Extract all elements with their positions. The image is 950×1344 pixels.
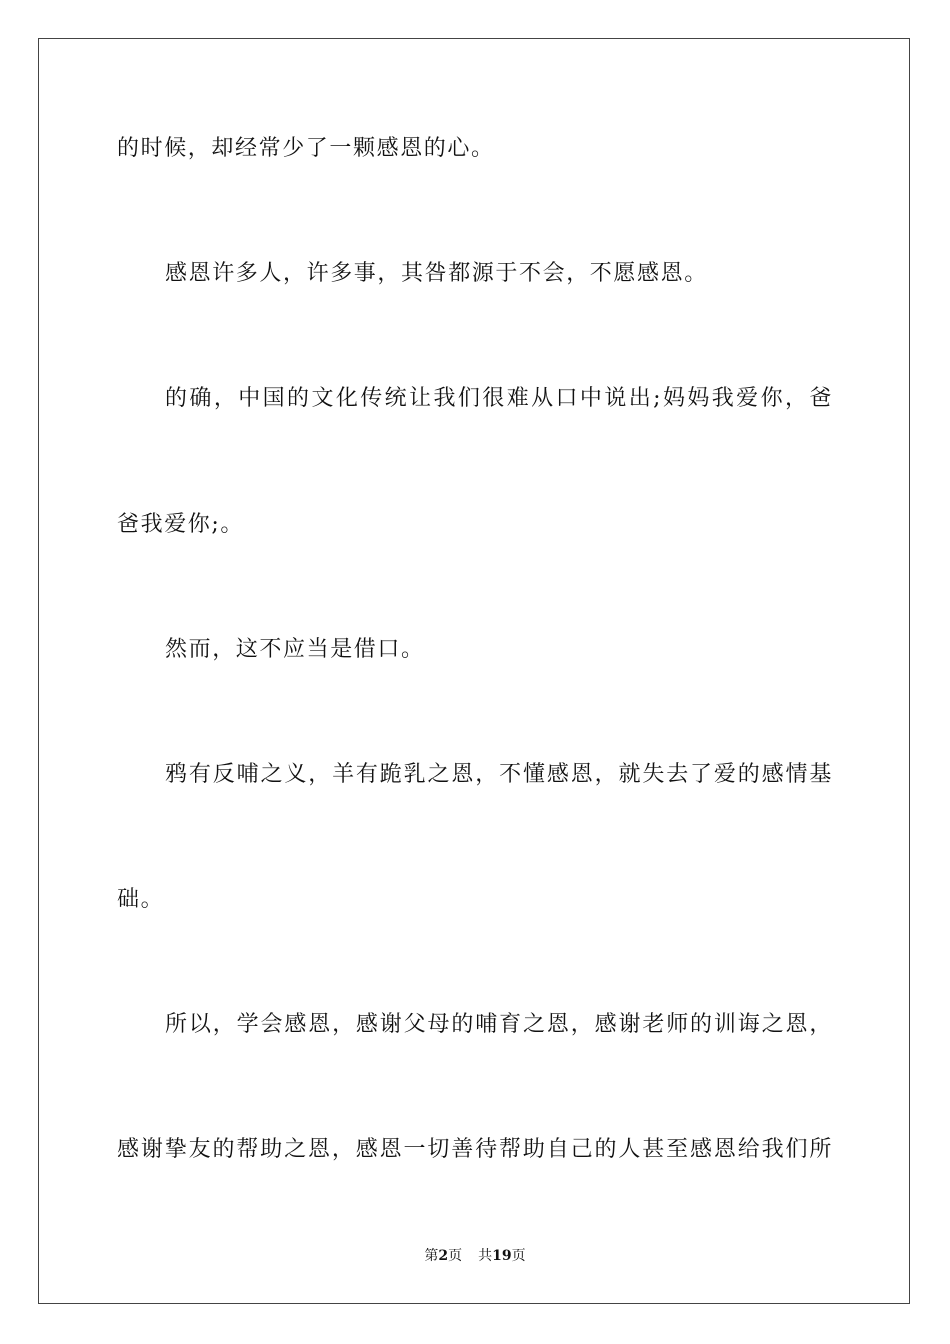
total-prefix: 共 xyxy=(478,1248,493,1264)
text-line-6: 鸦有反哺之义，羊有跪乳之恩，不懂感恩，就失去了爱的感情基 xyxy=(165,762,833,787)
page-border xyxy=(38,38,910,1304)
text-line-2: 感恩许多人，许多事，其咎都源于不会，不愿感恩。 xyxy=(165,261,708,286)
text-line-4: 爸我爱你;。 xyxy=(117,512,245,537)
page-suffix: 页 xyxy=(448,1248,463,1264)
page-footer xyxy=(0,1246,950,1266)
total-suffix: 页 xyxy=(511,1248,526,1264)
page-number: 2 xyxy=(438,1248,449,1264)
text-line-5: 然而，这不应当是借口。 xyxy=(165,637,425,662)
text-line-8: 所以，学会感恩，感谢父母的哺育之恩，感谢老师的训诲之恩， xyxy=(165,1012,833,1037)
page-prefix: 第 xyxy=(424,1248,439,1264)
text-line-7: 础。 xyxy=(117,887,165,912)
text-line-3: 的确，中国的文化传统让我们很难从口中说出;妈妈我爱你，爸 xyxy=(165,386,833,411)
text-line-1: 的时候，却经常少了一颗感恩的心。 xyxy=(117,136,495,161)
text-line-9: 感谢挚友的帮助之恩，感恩一切善待帮助自己的人甚至感恩给我们所 xyxy=(117,1137,833,1162)
total-pages: 19 xyxy=(492,1248,512,1264)
